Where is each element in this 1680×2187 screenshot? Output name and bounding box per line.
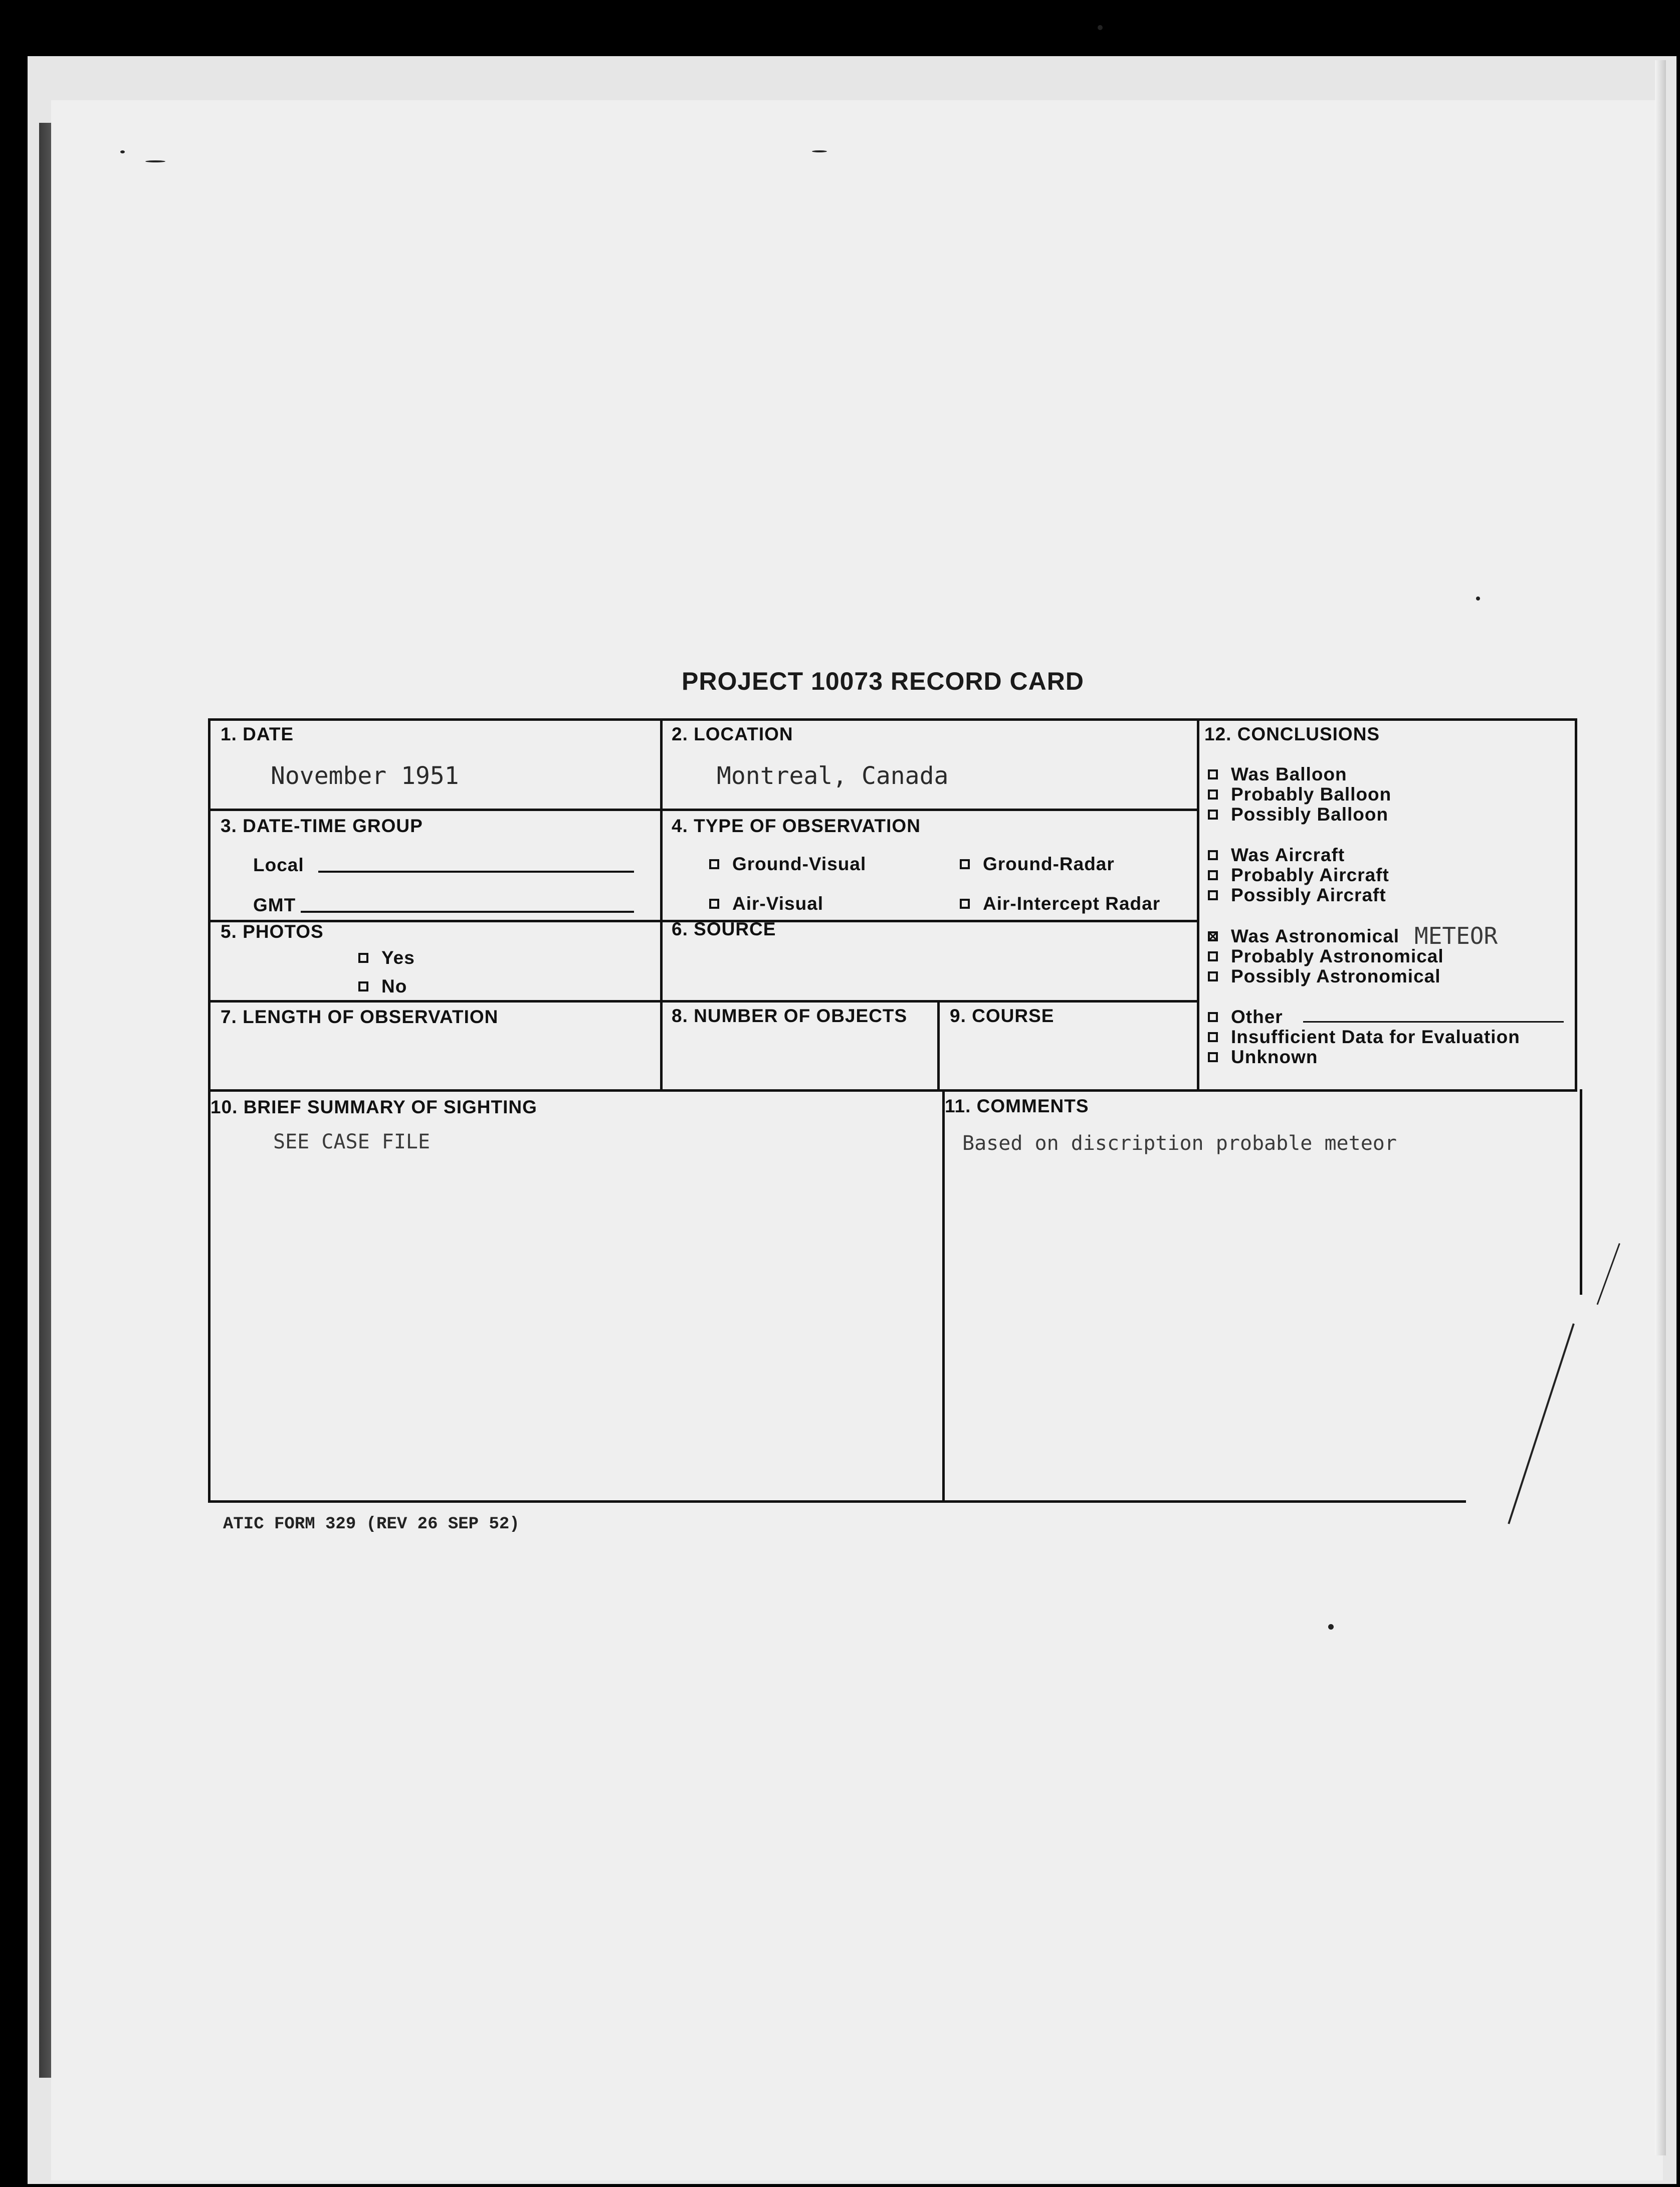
checkbox-icon (1208, 810, 1218, 820)
dust-speck (1098, 25, 1103, 30)
conclusion-probably-balloon[interactable]: Probably Balloon (1208, 784, 1391, 805)
dust-speck (1476, 597, 1480, 601)
brief-summary-value: SEE CASE FILE (273, 1130, 431, 1153)
conclusion-was-aircraft[interactable]: Was Aircraft (1208, 845, 1345, 866)
checkbox-icon (358, 981, 368, 991)
photos-label: 5. PHOTOS (221, 921, 324, 942)
conclusion-possibly-astronomical[interactable]: Possibly Astronomical (1208, 966, 1441, 987)
dust-speck (120, 150, 125, 153)
photos-yes-option[interactable]: Yes (358, 947, 415, 968)
ground-visual-option[interactable]: Ground-Visual (709, 854, 866, 875)
course-label: 9. COURSE (950, 1006, 1055, 1026)
card-title: PROJECT 10073 RECORD CARD (682, 667, 1084, 695)
conclusion-probably-aircraft[interactable]: Probably Aircraft (1208, 865, 1389, 886)
checkbox-icon (1208, 1032, 1218, 1042)
location-label: 2. LOCATION (672, 724, 793, 744)
local-field-line[interactable] (318, 871, 634, 873)
conclusion-insufficient-data[interactable]: Insufficient Data for Evaluation (1208, 1027, 1520, 1048)
comments-value: Based on discription probable meteor (962, 1132, 1397, 1155)
source-label: 6. SOURCE (672, 919, 776, 939)
conclusion-was-astronomical[interactable]: Was Astronomical (1208, 926, 1399, 947)
conclusion-probably-astronomical[interactable]: Probably Astronomical (1208, 946, 1444, 967)
checkbox-icon (1208, 789, 1218, 800)
other-field-line[interactable] (1303, 1021, 1564, 1023)
date-time-group-label: 3. DATE-TIME GROUP (221, 816, 423, 836)
gmt-field-line[interactable] (301, 911, 634, 913)
checkbox-icon (709, 859, 719, 869)
conclusions-label: 12. CONCLUSIONS (1204, 724, 1380, 744)
conclusion-other[interactable]: Other (1208, 1007, 1283, 1028)
date-label: 1. DATE (221, 724, 294, 744)
checkbox-icon (1208, 951, 1218, 961)
number-of-objects-label: 8. NUMBER OF OBJECTS (672, 1006, 908, 1026)
checked-checkbox-icon (1208, 931, 1218, 941)
checkbox-icon (358, 953, 368, 963)
dust-speck (812, 150, 827, 152)
ground-radar-option[interactable]: Ground-Radar (960, 854, 1115, 875)
local-label: Local (253, 855, 304, 875)
checkbox-icon (1208, 1052, 1218, 1062)
type-of-observation-label: 4. TYPE OF OBSERVATION (672, 816, 921, 836)
checkbox-icon (1208, 769, 1218, 779)
comments-label: 11. COMMENTS (945, 1096, 1089, 1116)
dust-speck (1328, 1624, 1334, 1630)
checkbox-icon (1208, 1012, 1218, 1022)
checkbox-icon (960, 859, 970, 869)
checkbox-icon (1208, 971, 1218, 981)
location-value: Montreal, Canada (717, 762, 949, 790)
conclusion-possibly-aircraft[interactable]: Possibly Aircraft (1208, 885, 1386, 906)
date-value: November 1951 (271, 762, 459, 790)
conclusion-annotation: METEOR (1414, 922, 1498, 949)
checkbox-icon (960, 899, 970, 909)
checkbox-icon (1208, 890, 1218, 900)
checkbox-icon (1208, 870, 1218, 880)
gmt-label: GMT (253, 895, 296, 915)
form-footer: ATIC FORM 329 (REV 26 SEP 52) (223, 1515, 520, 1534)
conclusion-was-balloon[interactable]: Was Balloon (1208, 764, 1347, 785)
conclusion-possibly-balloon[interactable]: Possibly Balloon (1208, 804, 1388, 825)
dust-speck (145, 160, 165, 162)
air-intercept-radar-option[interactable]: Air-Intercept Radar (960, 893, 1160, 914)
length-of-observation-label: 7. LENGTH OF OBSERVATION (221, 1007, 499, 1027)
brief-summary-label: 10. BRIEF SUMMARY OF SIGHTING (211, 1097, 537, 1117)
checkbox-icon (1208, 850, 1218, 860)
photos-no-option[interactable]: No (358, 976, 407, 997)
conclusion-unknown[interactable]: Unknown (1208, 1047, 1318, 1068)
checkbox-icon (709, 899, 719, 909)
air-visual-option[interactable]: Air-Visual (709, 893, 823, 914)
page-edge (1655, 60, 1666, 2155)
